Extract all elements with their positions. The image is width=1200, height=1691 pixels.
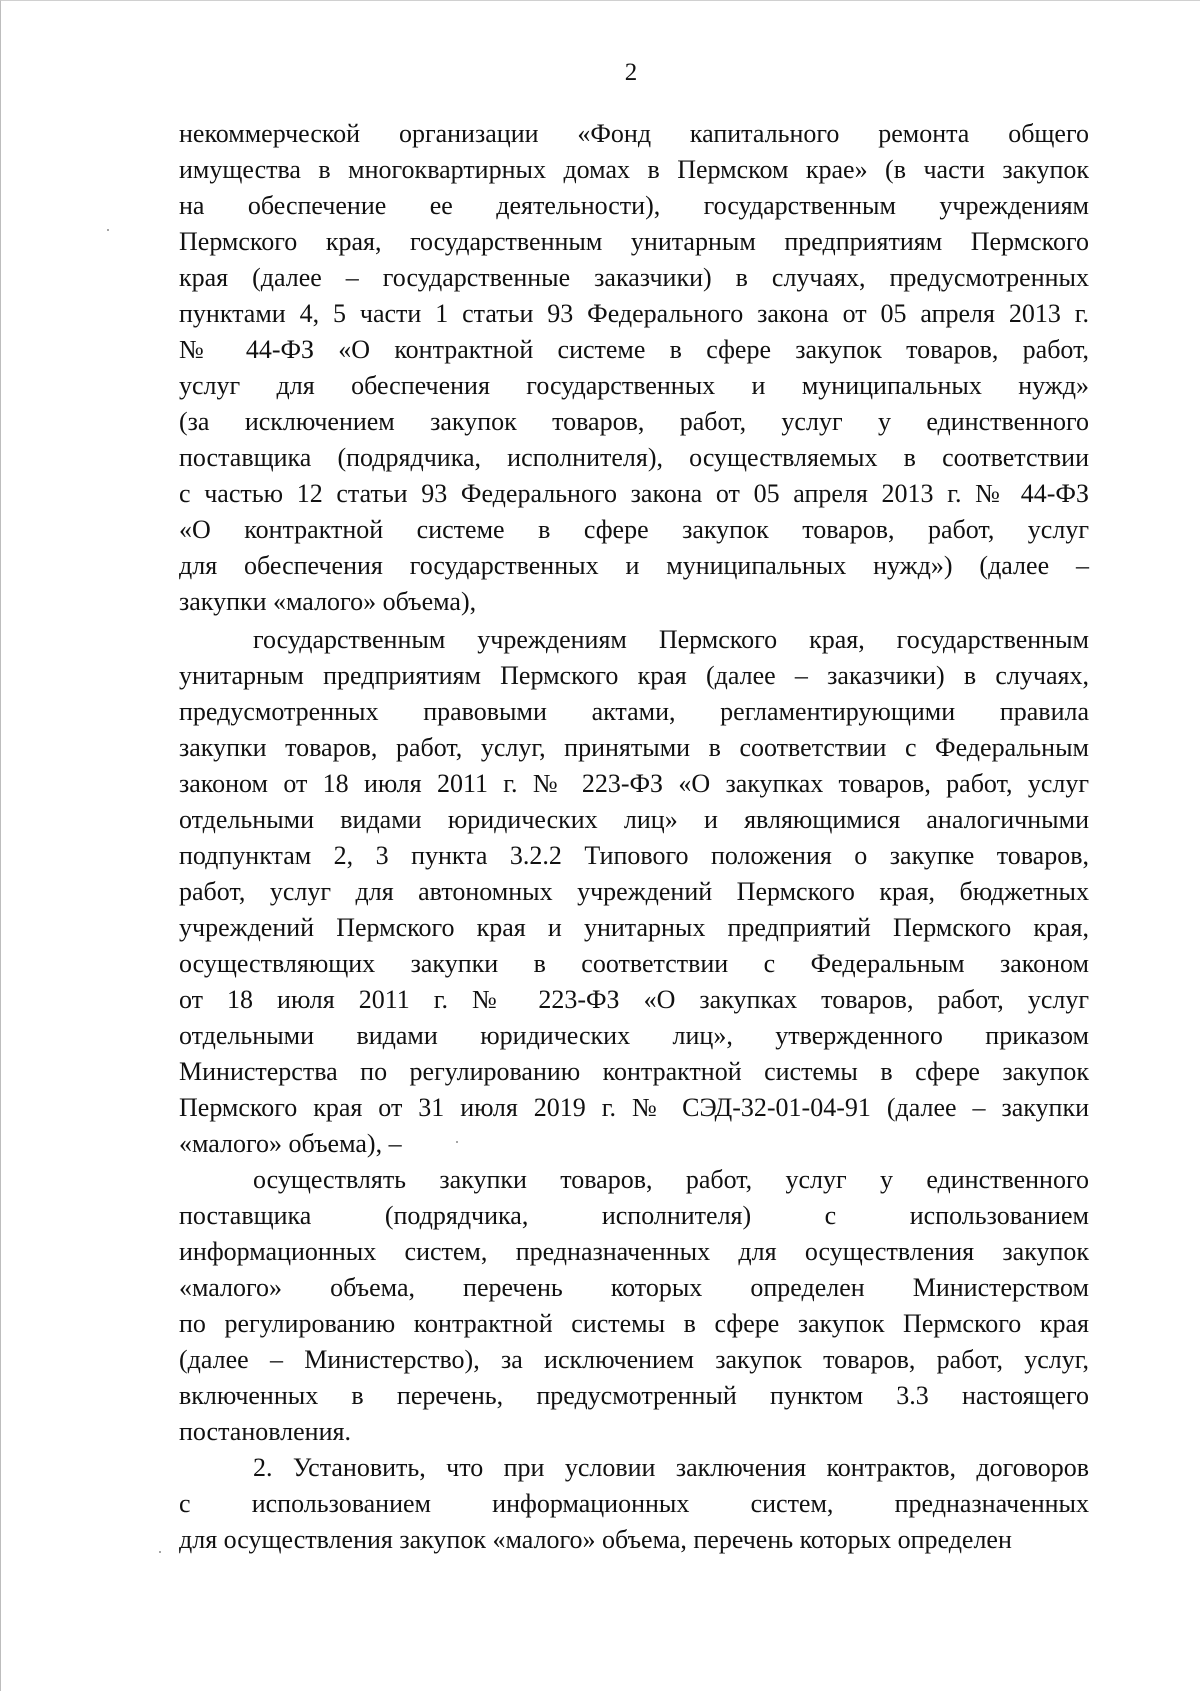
text-line: по регулированию контрактной системы в сфере закупок Пермского края — [179, 1309, 1089, 1338]
text-line: предусмотренных правовыми актами, регламентирующими правила — [179, 697, 1089, 726]
text-line: «малого» объема, перечень которых определен Министерством — [179, 1273, 1089, 1302]
text-line: осуществляющих закупки в соответствии с Федеральным законом — [179, 949, 1089, 978]
text-line: закупки «малого» объема), — [179, 587, 477, 616]
text-line: государственным учреждениям Пермского края, государственным — [253, 625, 1089, 654]
text-line: осуществлять закупки товаров, работ, услуг у единственного — [253, 1165, 1089, 1194]
text-line: унитарным предприятиям Пермского края (далее – заказчики) в случаях, — [179, 661, 1089, 690]
scan-speck — [456, 1141, 458, 1143]
text-line: включенных в перечень, предусмотренный пунктом 3.3 настоящего — [179, 1381, 1089, 1410]
text-line: учреждений Пермского края и унитарных предприятий Пермского края, — [179, 913, 1089, 942]
text-line: «О контрактной системе в сфере закупок товаров, работ, услуг — [179, 515, 1089, 544]
text-line: закупки товаров, работ, услуг, принятыми в соответствии с Федеральным — [179, 733, 1089, 762]
text-line: подпунктам 2, 3 пункта 3.2.2 Типового положения о закупке товаров, — [179, 841, 1089, 870]
text-line: поставщика (подрядчика, исполнителя), осуществляемых в соответствии — [179, 443, 1089, 472]
text-line: для осуществления закупок «малого» объема, перечень которых определен — [179, 1525, 1012, 1554]
text-line: работ, услуг для автономных учреждений Пермского края, бюджетных — [179, 877, 1089, 906]
text-line: «малого» объема), – — [179, 1129, 402, 1158]
text-line: Пермского края от 31 июля 2019 г. № СЭД-32-01-04-91 (далее – закупки — [179, 1093, 1089, 1122]
paragraph-4 — [179, 1450, 1089, 1558]
text-line: с частью 12 статьи 93 Федерального закона от 05 апреля 2013 г. № 44-ФЗ — [179, 479, 1089, 508]
text-line: края (далее – государственные заказчики) в случаях, предусмотренных — [179, 263, 1089, 292]
text-line: (далее – Министерство), за исключением закупок товаров, работ, услуг, — [179, 1345, 1089, 1374]
text-line: 2. Установить, что при условии заключения контрактов, договоров — [253, 1453, 1089, 1482]
text-line: постановления. — [179, 1417, 351, 1446]
text-line: Министерства по регулированию контрактной системы в сфере закупок — [179, 1057, 1089, 1086]
text-line: поставщика (подрядчика, исполнителя) с использованием — [179, 1201, 1089, 1230]
text-line: (за исключением закупок товаров, работ, услуг у единственного — [179, 407, 1089, 436]
text-line: от 18 июля 2011 г. № 223-ФЗ «О закупках товаров, работ, услуг — [179, 985, 1089, 1014]
page-number: 2 — [624, 59, 638, 86]
scan-speck — [107, 229, 109, 231]
text-line: пунктами 4, 5 части 1 статьи 93 Федерального закона от 05 апреля 2013 г. — [179, 299, 1089, 328]
text-line: Пермского края, государственным унитарным предприятиям Пермского — [179, 227, 1089, 256]
paragraph-2 — [179, 622, 1089, 1162]
paragraph-3 — [179, 1162, 1089, 1450]
text-line: имущества в многоквартирных домах в Пермском крае» (в части закупок — [179, 155, 1089, 184]
text-line: информационных систем, предназначенных для осуществления закупок — [179, 1237, 1089, 1266]
text-line: услуг для обеспечения государственных и муниципальных нужд» — [179, 371, 1089, 400]
text-line: с использованием информационных систем, предназначенных — [179, 1489, 1089, 1518]
text-line: отдельными видами юридических лиц», утвержденного приказом — [179, 1021, 1089, 1050]
paragraph-1 — [179, 116, 1089, 620]
text-line: отдельными видами юридических лиц» и являющимися аналогичными — [179, 805, 1089, 834]
text-line: для обеспечения государственных и муниципальных нужд») (далее – — [179, 551, 1089, 580]
text-line: некоммерческой организации «Фонд капитального ремонта общего — [179, 119, 1089, 148]
scan-speck — [159, 1551, 161, 1553]
text-line: законом от 18 июля 2011 г. № 223-ФЗ «О закупках товаров, работ, услуг — [179, 769, 1089, 798]
text-line: № 44-ФЗ «О контрактной системе в сфере закупок товаров, работ, — [179, 335, 1089, 364]
text-line: на обеспечение ее деятельности), государственным учреждениям — [179, 191, 1089, 220]
